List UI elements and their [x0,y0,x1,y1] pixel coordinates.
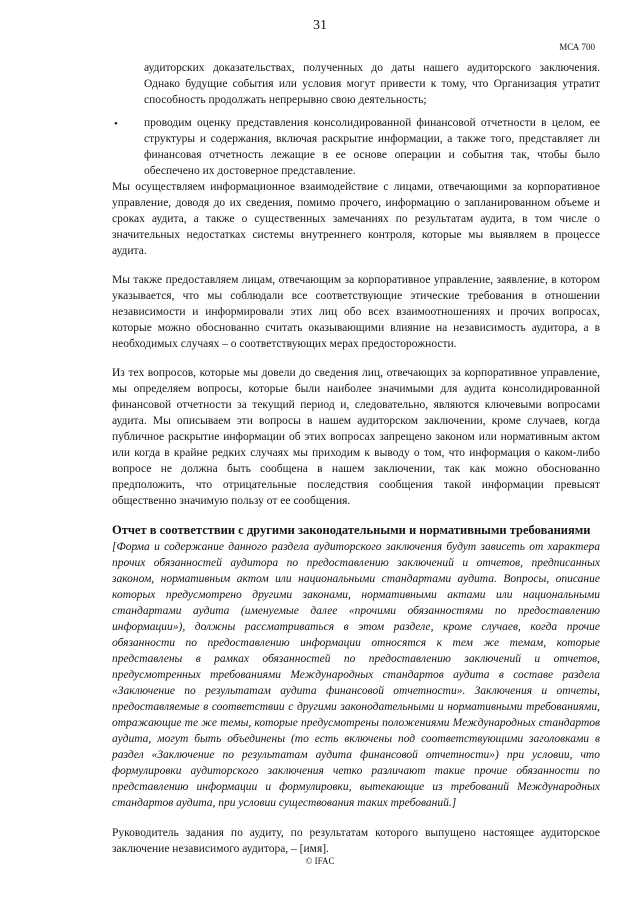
bullet-icon: • [114,118,118,130]
document-body [112,60,600,869]
section-note: [Форма и содержание данного раздела аудиторского заключения будут зависеть от характера прочих обязанностей аудитора по предоставлению заключений и отчетов, предписанных законом, нормативным актом или национальными стандартами аудита. Вопросы, описание которых предусмотрено другими законами, нормативными актами или национальными стандартами аудита (именуемые далее «прочими обязанностями по предоставлению информации»), должны рассматриваться в этом разделе, кроме случаев, когда прочие обязанности по предоставлению информации относятся к тем же темам, которые представлены в рамках обязанностей по предоставлению заключений и отчетов, предусмотренных требованиями Международных стандартов аудита в составе раздела «Заключение по результатам аудита финансовой отчетности». Заключения и отчеты, предоставляемые в соответствии с другими законодательными и нормативными требованиями, отражающие те же темы, которые предусмотрены положениями Международных стандартов аудита, могут быть объединены (то есть включены под соответствующими заголовками в раздел «Заключение по результатам аудита финансовой отчетности») при условии, что формулировки аудиторского заключения четко различают такие прочие обязанности по представлению информации и формулировки, вытекающие из требований Международных стандартов аудита, при условии существования таких требований.] [112,541,600,809]
paragraph-key-matters: Из тех вопросов, которые мы довели до сведения лиц, отвечающих за корпоративное управление, мы определяем вопросы, которые были наиболее значимыми для аудита консолидированной финансовой отчетности за текущий период и, следовательно, являются ключевыми вопросами аудита. Мы описываем эти вопросы в нашем аудиторском заключении, кроме случаев, когда публичное раскрытие информации об этих вопросах запрещено законом или нормативным актом или когда в крайне редких случаях мы приходим к выводу о том, что информация о каком-либо вопросе не должна быть сообщена в нашем заключении, так как можно обоснованно предположить, что отрицательные последствия сообщения такой информации превысят общественно значимую пользу от ее сообщения. [112,367,600,507]
paragraph-communication: Мы осуществляем информационное взаимодействие с лицами, отвечающими за корпоративное управление, доводя до их сведения, помимо прочего, информацию о запланированном объеме и сроках аудита, а также о существенных замечаниях по результатам аудита, в том числе о значительных недостатках системы внутреннего контроля, которые мы выявляем в процессе аудита. [112,181,600,257]
bullet-item [112,115,600,179]
section-heading: Отчет в соответствии с другими законодательными и нормативными требованиями [112,523,591,537]
standard-label: МСА 700 [559,42,595,52]
bullet-text: проводим оценку представления консолидированной финансовой отчетности в целом, ее структуры и содержания, включая раскрытие информации, а также того, представляет ли финансовая отчетность лежащие в ее основе операции и события так, чтобы было обеспечено их достоверное представление. [144,117,600,177]
continuation-text: аудиторских доказательствах, полученных до даты нашего аудиторского заключения. Однако будущие события или условия могут привести к тому, что Организация утратит способность продолжать непрерывно свою деятельность; [144,62,600,106]
paragraph-independence: Мы также предоставляем лицам, отвечающим за корпоративное управление, заявление, в котором указывается, что мы соблюдали все соответствующие этические требования в отношении независимости и информировали этих лиц обо всех взаимоотношениях и прочих вопросах, которые можно обоснованно считать оказывающими влияние на независимость аудитора, а в необходимых случаях – о соответствующих мерах предосторожности. [112,274,600,350]
closing-paragraph: Руководитель задания по аудиту, по результатам которого выпущено настоящее аудиторское заключение независимого аудитора, – [имя]. [112,827,600,855]
page-number: 31 [313,18,327,33]
footer-copyright: © IFAC [305,856,335,866]
